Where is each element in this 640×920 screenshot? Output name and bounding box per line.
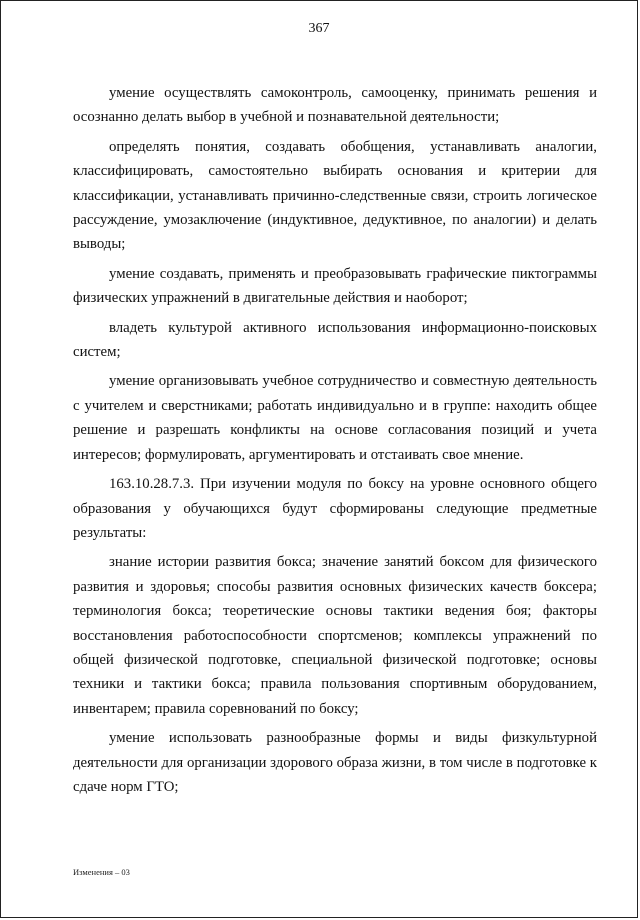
- paragraph-self-control: умение осуществлять самоконтроль, самооценку, принимать решения и осознанно делать выбор в учебной и познавательной деятельности;: [73, 85, 597, 126]
- body-text: [73, 81, 597, 804]
- paragraph-section-163: 163.10.28.7.3. При изучении модуля по боксу на уровне основного общего образования у обучающихся будут сформированы следующие предметные результаты:: [73, 476, 597, 541]
- page-number: 367: [308, 21, 330, 36]
- paragraph-cooperation: умение организовывать учебное сотрудничество и совместную деятельность с учителем и сверстниками; работать индивидуально и в группе: находить общее решение и разрешать конфликты на основе согласования позиций и учета интересов; формулировать, аргументировать и отстаивать свое мнение.: [73, 373, 597, 463]
- revision-footer: Изменения – 03: [73, 867, 130, 877]
- paragraph-define-concepts: определять понятия, создавать обобщения, устанавливать аналогии, классифицировать, самостоятельно выбирать основания и критерии для классификации, устанавливать причинно-следственные связи, строить логическое рассуждение, умозаключение (индуктивное, дедуктивное, по аналогии) и делать выводы;: [73, 138, 597, 253]
- paragraph-pictograms: умение создавать, применять и преобразовывать графические пиктограммы физических упражнений в двигательные действия и наоборот;: [73, 265, 597, 307]
- paragraph-info-search: владеть культурой активного использования информационно-поисковых систем;: [73, 319, 597, 361]
- paragraph-gto: умение использовать разнообразные формы и виды физкультурной деятельности для организации здорового образа жизни, в том числе в подготовке к сдаче норм ГТО;: [73, 730, 597, 795]
- paragraph-boxing-knowledge: знание истории развития бокса; значение занятий боксом для физического развития и здоровья; способы развития основных физических качеств боксера; терминология бокса; теоретические основы тактики ведения боя; факторы восстановления работоспособности спортсменов; комплексы упражнений по общей физической подготовке, специальной физической подготовке; основы техники и тактики бокса; правила пользования спортивным оборудованием, инвентарем; правила соревнований по боксу;: [73, 554, 597, 717]
